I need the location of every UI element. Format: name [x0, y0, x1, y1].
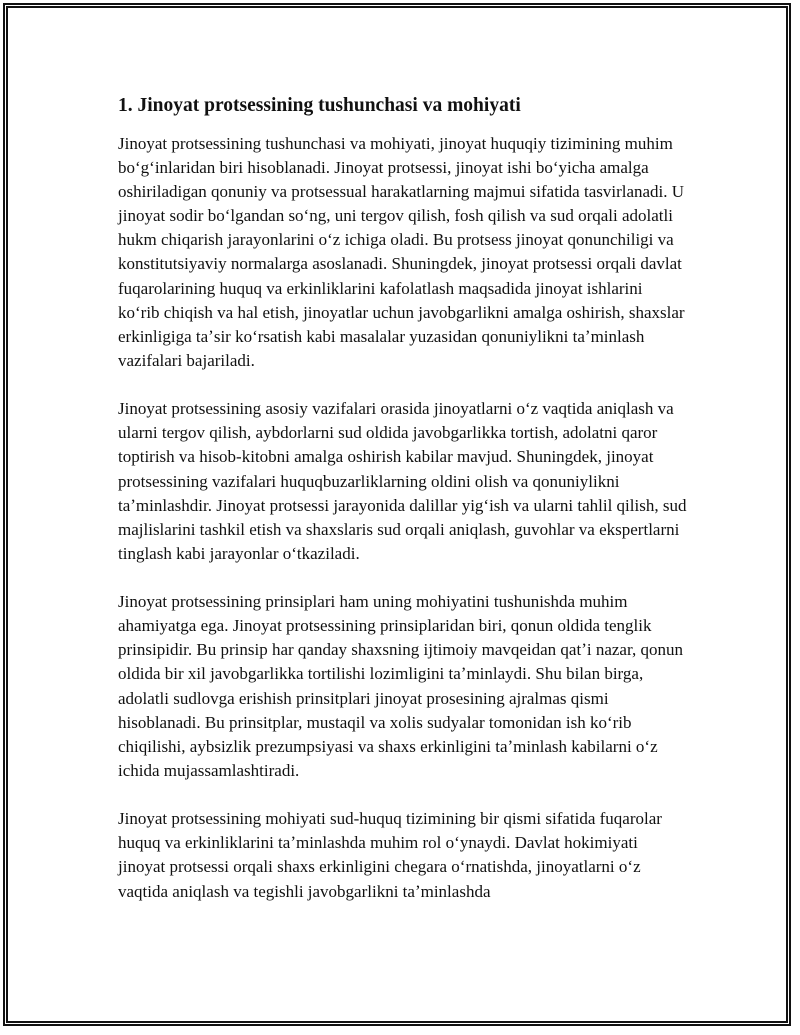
paragraph-3: Jinoyat protsessining prinsiplari ham uning mohiyatini tushunishda muhim ahamiyatga ega. Jinoyat protsessining prinsiplaridan biri, qonun oldida tenglik prinsipidir. Bu prinsip har qanday shaxsning ijtimoiy mavqeidan qatʼi nazar, qonun oldida bir xil javobgarlikka tortilishi lozimligini taʼminlaydi. Shu bilan birga, adolatli sudlovga erishish prinsitplari jinoyat prosesining ajralmas qismi hisoblanadi. Bu prinsitplar, mustaqil va xolis sudyalar tomonidan ish koʻrib chiqilishi, aybsizlik prezumpsiyasi va shaxs erkinligini taʼminlash kabilarni oʻz ichida mujassamlashtiradi.	[118, 592, 683, 780]
paragraph-4: Jinoyat protsessining mohiyati sud-huquq tizimining bir qismi sifatida fuqarolar huquq va erkinliklarini taʼminlashda muhim rol oʻynaydi. Davlat hokimiyati jinoyat protsessi orqali shaxs erkinligini chegara oʻrnatishda, jinoyatlarni oʻz vaqtida aniqlash va tegishli javobgarlikni taʼminlashda	[118, 809, 662, 901]
paragraph-2: Jinoyat protsessining asosiy vazifalari orasida jinoyatlarni oʻz vaqtida aniqlash va ularni tergov qilish, aybdorlarni sud oldida javobgarlikka tortish, adolatni qaror toptirish va hisob-kitobni amalga oshirish kabilar mavjud. Shuningdek, jinoyat protsessining vazifalari huquqbuzarliklarning oldini olish va qonuniylikni taʼminlashdir. Jinoyat protsessi jarayonida dalillar yigʻish va ularni tahlil qilish, sud majlislarini tashkil etish va shaxslaris sud orqali aniqlash, guvohlar va ekspertlarni tinglash kabi jarayonlar oʻtkaziladi.	[118, 399, 687, 563]
document-body	[118, 93, 688, 928]
section-heading: 1. Jinoyat protsessining tushunchasi va mohiyati	[118, 95, 521, 116]
paragraph-1: Jinoyat protsessining tushunchasi va mohiyati, jinoyat huquqiy tizimining muhim boʻgʻinlaridan biri hisoblanadi. Jinoyat protsessi, jinoyat ishi boʻyicha amalga oshiriladigan qonuniy va protsessual harakatlarning majmui sifatida tasvirlanadi. U jinoyat sodir boʻlgandan soʻng, uni tergov qilish, fosh qilish va sud orqali adolatli hukm chiqarish jarayonlarini oʻz ichiga oladi. Bu protsess jinoyat qonunchiligi va konstitutsiyaviy normalarga asoslanadi. Shuningdek, jinoyat protsessi orqali davlat fuqarolarining huquq va erkinliklarini kafolatlash maqsadida jinoyat ishlarini koʻrib chiqish va hal etish, jinoyatlar uchun javobgarlikni amalga oshirish, shaxslar erkinligiga taʼsir koʻrsatish kabi masalalar yuzasidan qonuniylikni taʼminlash vazifalari bajariladi.	[118, 134, 685, 370]
